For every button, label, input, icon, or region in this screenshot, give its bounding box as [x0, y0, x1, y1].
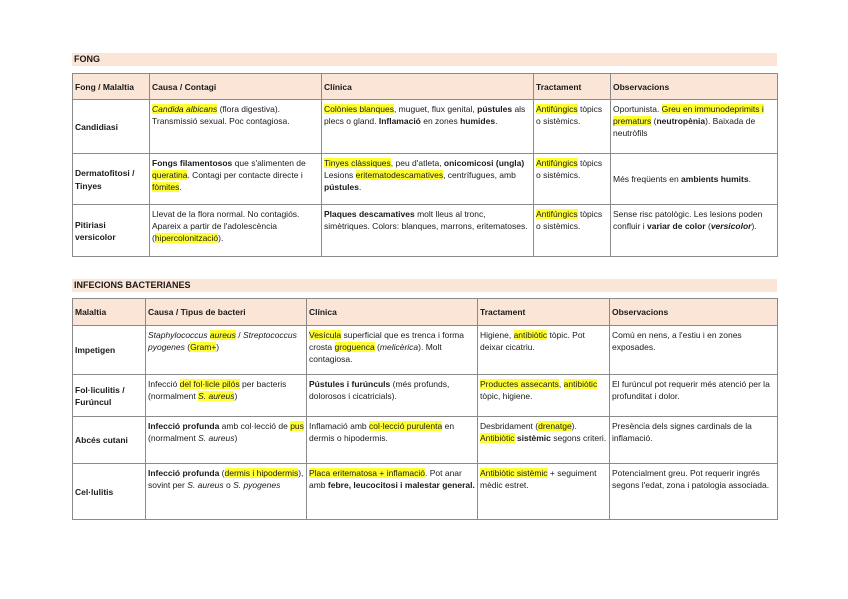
- table-row: [73, 326, 778, 375]
- header-clinica: Clínica: [322, 74, 534, 100]
- observations-cell: Oportunista. Greu en immunodeprimits i prematurs (neutropènia). Baixada de neutròfils: [611, 100, 778, 154]
- observations-cell: Presència dels signes cardinals de la inflamació.: [610, 417, 778, 464]
- cause-cell: Fongs filamentosos que s'alimenten de queratina. Contagi per contacte directe i fòmites.: [150, 154, 322, 205]
- table-row: [73, 417, 778, 464]
- clinic-cell: Tinyes clàssiques, peu d'atleta, onicomicosi (ungla) Lesions eritematodescamatives, centrífugues, amb pústules.: [322, 154, 534, 205]
- disease-name: Candidiasi: [73, 100, 150, 154]
- disease-name: Pitiriasi versicolor: [73, 205, 150, 257]
- disease-name: Fol·liculitis / Furúncul: [73, 375, 146, 417]
- cause-cell: Staphylococcus aureus / Streptococcus pyogenes (Gram+): [146, 326, 307, 375]
- header-malaltia: Malaltia: [73, 299, 146, 326]
- treatment-cell: Desbridament (drenatge). Antibiòtic sistèmic segons criteri.: [478, 417, 610, 464]
- observations-cell: Potencialment greu. Pot requerir ingrés segons l'edat, zona i patologia associada.: [610, 464, 778, 520]
- table-row: [73, 375, 778, 417]
- clinic-cell: Inflamació amb col·lecció purulenta en dermis o hipodermis.: [307, 417, 478, 464]
- clinic-cell: Colònies blanques, muguet, flux genital, pústules als plecs o gland. Inflamació en zones humides.: [322, 100, 534, 154]
- header-observacions: Observacions: [610, 299, 778, 326]
- header-clinica: Clínica: [307, 299, 478, 326]
- bacterianes-table: [72, 298, 778, 520]
- treatment-cell: Antifúngics tòpics o sistèmics.: [534, 100, 611, 154]
- cause-cell: Infecció profunda amb col·lecció de pus (normalment S. aureus): [146, 417, 307, 464]
- header-tractament: Tractament: [478, 299, 610, 326]
- cause-cell: Infecció del fol·licle pilós per bacteris (normalment S. aureus): [146, 375, 307, 417]
- table-row: [73, 154, 778, 205]
- clinic-cell: Vesícula superficial que es trenca i forma crosta groguenca (melicèrica). Molt contagiosa.: [307, 326, 478, 375]
- header-causa: Causa / Tipus de bacteri: [146, 299, 307, 326]
- fong-table: [72, 73, 778, 257]
- observations-cell: Comú en nens, a l'estiu i en zones exposades.: [610, 326, 778, 375]
- treatment-cell: Antifúngics tòpics o sistèmics.: [534, 205, 611, 257]
- section-title-bacterianes: INFECIONS BACTERIANES: [72, 279, 777, 292]
- clinic-cell: Pústules i furúnculs (més profunds, dolorosos i cicatricials).: [307, 375, 478, 417]
- cause-cell: Infecció profunda (dermis i hipodermis), sovint per S. aureus o S. pyogenes: [146, 464, 307, 520]
- disease-name: Cel·lulitis: [73, 464, 146, 520]
- disease-name: Dermatofitosi / Tinyes: [73, 154, 150, 205]
- table-row: [73, 100, 778, 154]
- disease-name: Abcés cutani: [73, 417, 146, 464]
- treatment-cell: Productes assecants, antibiòtic tòpic, higiene.: [478, 375, 610, 417]
- section-title-fong: FONG: [72, 53, 777, 66]
- table-row: [73, 205, 778, 257]
- observations-cell: El furúncul pot requerir més atenció per la profunditat i dolor.: [610, 375, 778, 417]
- table-row: [73, 464, 778, 520]
- clinic-cell: Placa eritematosa + inflamació. Pot anar amb febre, leucocitosi i malestar general.: [307, 464, 478, 520]
- header-causa: Causa / Contagi: [150, 74, 322, 100]
- header-observacions: Observacions: [611, 74, 778, 100]
- treatment-cell: Antifúngics tòpics o sistèmics.: [534, 154, 611, 205]
- treatment-cell: Higiene, antibiòtic tòpic. Pot deixar cicatriu.: [478, 326, 610, 375]
- header-tractament: Tractament: [534, 74, 611, 100]
- cause-cell: Llevat de la flora normal. No contagiós. Apareix a partir de l'adolescència (hipercolonització).: [150, 205, 322, 257]
- observations-cell: Més freqüents en ambients humits.: [611, 154, 778, 205]
- observations-cell: Sense risc patològic. Les lesions poden confluir i variar de color (versicolor).: [611, 205, 778, 257]
- clinic-cell: Plaques descamatives molt lleus al tronc, simètriques. Colors: blanques, marrons, eritematoses.: [322, 205, 534, 257]
- header-malaltia: Fong / Malaltia: [73, 74, 150, 100]
- treatment-cell: Antibiòtic sistèmic + seguiment mèdic estret.: [478, 464, 610, 520]
- cause-cell: Candida albicans (flora digestiva). Transmissió sexual. Poc contagiosa.: [150, 100, 322, 154]
- disease-name: Impetigen: [73, 326, 146, 375]
